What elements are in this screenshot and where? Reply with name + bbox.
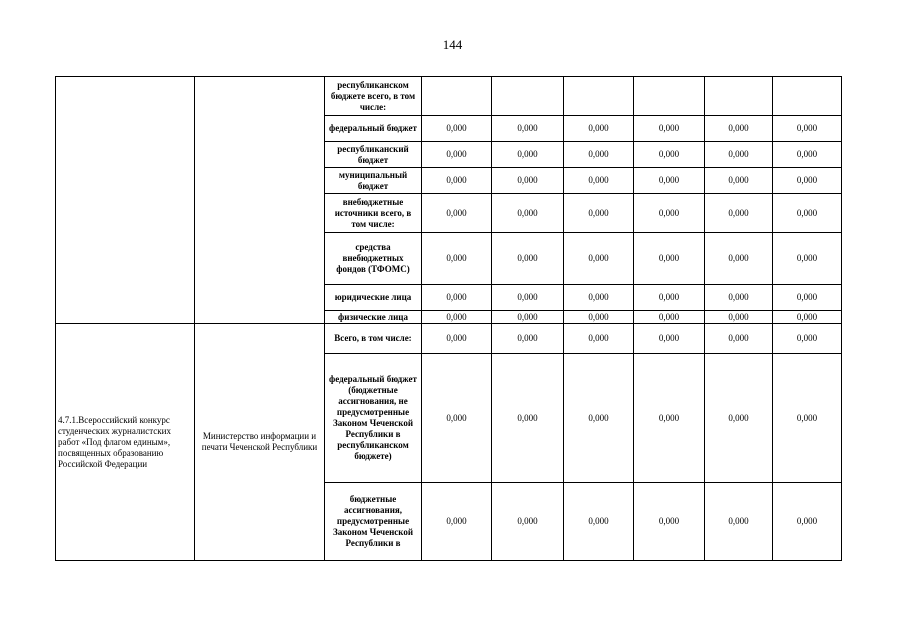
- value-cell: [564, 77, 634, 116]
- value-cell: 0,000: [634, 483, 705, 561]
- value-cell: 0,000: [422, 483, 492, 561]
- value-cell: 0,000: [422, 233, 492, 285]
- value-cell: 0,000: [773, 233, 842, 285]
- table-row: [56, 324, 842, 354]
- table-row: [56, 77, 842, 116]
- value-cell: 0,000: [773, 483, 842, 561]
- value-cell: 0,000: [773, 194, 842, 233]
- value-cell: 0,000: [773, 354, 842, 483]
- value-cell: [634, 77, 705, 116]
- value-cell: 0,000: [634, 324, 705, 354]
- source-cell: бюджетные ассигнования, предусмотренные Законом Чеченской Республики в: [325, 483, 422, 561]
- value-cell: 0,000: [564, 354, 634, 483]
- value-cell: 0,000: [422, 311, 492, 324]
- value-cell: 0,000: [492, 116, 564, 142]
- value-cell: [773, 77, 842, 116]
- value-cell: 0,000: [705, 233, 773, 285]
- value-cell: [422, 77, 492, 116]
- value-cell: 0,000: [773, 116, 842, 142]
- value-cell: 0,000: [492, 142, 564, 168]
- value-cell: 0,000: [564, 116, 634, 142]
- value-cell: 0,000: [564, 324, 634, 354]
- value-cell: 0,000: [773, 324, 842, 354]
- value-cell: 0,000: [705, 142, 773, 168]
- source-cell: федеральный бюджет (бюджетные ассигнования, не предусмотренные Законом Чеченской Республики в республиканском бюджете): [325, 354, 422, 483]
- source-cell: федеральный бюджет: [325, 116, 422, 142]
- value-cell: 0,000: [705, 354, 773, 483]
- value-cell: 0,000: [492, 483, 564, 561]
- value-cell: 0,000: [492, 233, 564, 285]
- source-cell: республиканском бюджете всего, в том числе:: [325, 77, 422, 116]
- value-cell: 0,000: [564, 233, 634, 285]
- value-cell: 0,000: [634, 285, 705, 311]
- value-cell: 0,000: [634, 311, 705, 324]
- value-cell: 0,000: [422, 354, 492, 483]
- value-cell: 0,000: [705, 194, 773, 233]
- value-cell: 0,000: [705, 311, 773, 324]
- executor-cell-empty: [195, 77, 325, 324]
- value-cell: 0,000: [634, 168, 705, 194]
- source-cell: муниципальный бюджет: [325, 168, 422, 194]
- value-cell: 0,000: [564, 483, 634, 561]
- event-cell-empty: [56, 77, 195, 324]
- value-cell: 0,000: [492, 311, 564, 324]
- value-cell: 0,000: [422, 168, 492, 194]
- value-cell: 0,000: [564, 194, 634, 233]
- value-cell: 0,000: [422, 142, 492, 168]
- value-cell: 0,000: [564, 142, 634, 168]
- value-cell: 0,000: [634, 354, 705, 483]
- source-cell: средства внебюджетных фондов (ТФОМС): [325, 233, 422, 285]
- value-cell: 0,000: [634, 233, 705, 285]
- value-cell: 0,000: [705, 116, 773, 142]
- budget-table: [55, 76, 842, 561]
- value-cell: 0,000: [773, 142, 842, 168]
- source-cell: юридические лица: [325, 285, 422, 311]
- page-number: 144: [442, 37, 463, 52]
- value-cell: 0,000: [773, 168, 842, 194]
- source-cell: республиканский бюджет: [325, 142, 422, 168]
- value-cell: 0,000: [564, 168, 634, 194]
- value-cell: 0,000: [773, 285, 842, 311]
- value-cell: 0,000: [564, 311, 634, 324]
- value-cell: 0,000: [492, 285, 564, 311]
- source-cell: внебюджетные источники всего, в том числе:: [325, 194, 422, 233]
- value-cell: 0,000: [705, 324, 773, 354]
- value-cell: 0,000: [705, 168, 773, 194]
- value-cell: [492, 77, 564, 116]
- value-cell: 0,000: [492, 194, 564, 233]
- event-name-cell: 4.7.1.Всероссийский конкурс студенческих журналистских работ «Под флагом единым», посвященных образованию Российской Федерации: [56, 324, 195, 561]
- value-cell: 0,000: [705, 285, 773, 311]
- value-cell: 0,000: [634, 142, 705, 168]
- value-cell: 0,000: [422, 285, 492, 311]
- value-cell: 0,000: [492, 354, 564, 483]
- value-cell: [705, 77, 773, 116]
- value-cell: 0,000: [634, 116, 705, 142]
- value-cell: 0,000: [773, 311, 842, 324]
- value-cell: 0,000: [705, 483, 773, 561]
- value-cell: 0,000: [422, 324, 492, 354]
- value-cell: 0,000: [422, 116, 492, 142]
- executor-cell: Министерство информации и печати Чеченской Республики: [195, 324, 325, 561]
- value-cell: 0,000: [492, 168, 564, 194]
- value-cell: 0,000: [634, 194, 705, 233]
- value-cell: 0,000: [564, 285, 634, 311]
- source-cell: физические лица: [325, 311, 422, 324]
- value-cell: 0,000: [422, 194, 492, 233]
- source-cell: Всего, в том числе:: [325, 324, 422, 354]
- value-cell: 0,000: [492, 324, 564, 354]
